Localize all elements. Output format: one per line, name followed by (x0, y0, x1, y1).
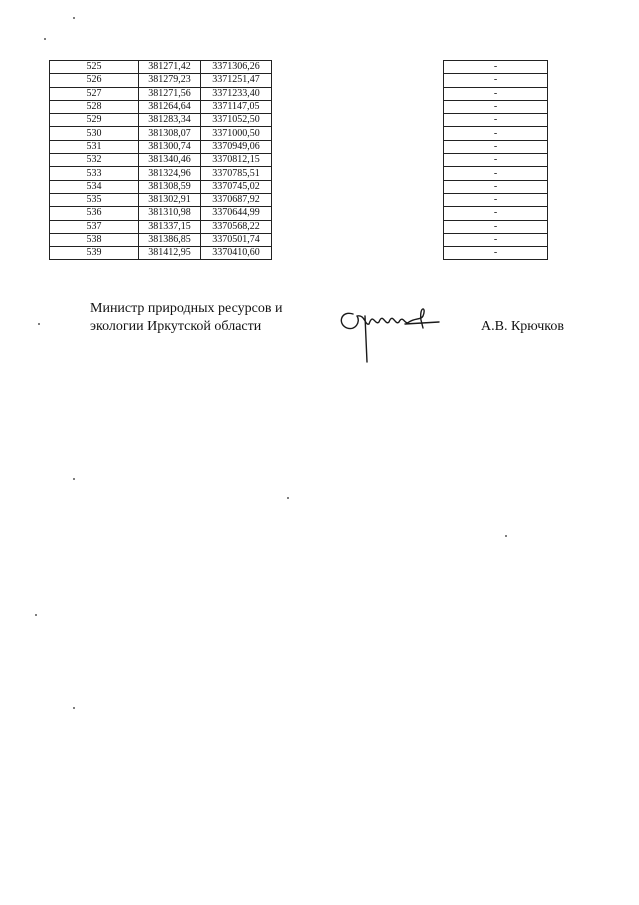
x-coordinate-cell: 381386,85 (139, 233, 201, 246)
table-row (444, 127, 548, 140)
note-cell: - (444, 167, 548, 180)
y-coordinate-cell: 3370745,02 (201, 180, 272, 193)
table-row (50, 220, 272, 233)
scan-speck (505, 535, 507, 537)
table-row (50, 61, 272, 74)
table-row (444, 74, 548, 87)
y-coordinate-cell: 3370501,74 (201, 233, 272, 246)
x-coordinate-cell: 381302,91 (139, 193, 201, 206)
table-row (50, 247, 272, 260)
x-coordinate-cell: 381279,23 (139, 74, 201, 87)
table-row (444, 207, 548, 220)
y-coordinate-cell: 3370568,22 (201, 220, 272, 233)
point-number-cell: 530 (50, 127, 139, 140)
y-coordinate-cell: 3371147,05 (201, 100, 272, 113)
table-row (444, 233, 548, 246)
signatory-title (90, 300, 282, 336)
note-cell: - (444, 207, 548, 220)
y-coordinate-cell: 3371233,40 (201, 87, 272, 100)
table-row (50, 167, 272, 180)
note-cell: - (444, 87, 548, 100)
point-number-cell: 537 (50, 220, 139, 233)
table-row (50, 114, 272, 127)
point-number-cell: 525 (50, 61, 139, 74)
point-number-cell: 531 (50, 140, 139, 153)
y-coordinate-cell: 3371000,50 (201, 127, 272, 140)
x-coordinate-cell: 381283,34 (139, 114, 201, 127)
note-cell: - (444, 180, 548, 193)
y-coordinate-cell: 3371306,26 (201, 61, 272, 74)
table-row (50, 180, 272, 193)
point-number-cell: 538 (50, 233, 139, 246)
note-cell: - (444, 154, 548, 167)
note-cell: - (444, 114, 548, 127)
table-row (444, 247, 548, 260)
table-row (444, 167, 548, 180)
notes-column-table (443, 60, 548, 260)
table-row (50, 140, 272, 153)
notes-column-body (444, 61, 548, 260)
point-number-cell: 539 (50, 247, 139, 260)
table-row (50, 87, 272, 100)
note-cell: - (444, 193, 548, 206)
point-number-cell: 536 (50, 207, 139, 220)
scan-speck (73, 707, 75, 709)
note-cell: - (444, 74, 548, 87)
y-coordinate-cell: 3370687,92 (201, 193, 272, 206)
table-row (50, 207, 272, 220)
x-coordinate-cell: 381340,46 (139, 154, 201, 167)
note-cell: - (444, 220, 548, 233)
handwritten-signature (335, 298, 445, 364)
point-number-cell: 526 (50, 74, 139, 87)
table-row (50, 233, 272, 246)
point-number-cell: 528 (50, 100, 139, 113)
scan-speck (73, 17, 75, 19)
x-coordinate-cell: 381271,56 (139, 87, 201, 100)
coordinates-table (49, 60, 272, 260)
x-coordinate-cell: 381308,07 (139, 127, 201, 140)
table-row (50, 193, 272, 206)
x-coordinate-cell: 381337,15 (139, 220, 201, 233)
note-cell: - (444, 247, 548, 260)
scan-speck (38, 323, 40, 325)
y-coordinate-cell: 3370812,15 (201, 154, 272, 167)
table-row (444, 220, 548, 233)
scan-speck (35, 614, 37, 616)
table-row (444, 140, 548, 153)
point-number-cell: 527 (50, 87, 139, 100)
point-number-cell: 532 (50, 154, 139, 167)
x-coordinate-cell: 381308,59 (139, 180, 201, 193)
x-coordinate-cell: 381300,74 (139, 140, 201, 153)
x-coordinate-cell: 381324,96 (139, 167, 201, 180)
y-coordinate-cell: 3370410,60 (201, 247, 272, 260)
table-row (444, 87, 548, 100)
scan-speck (73, 478, 75, 480)
point-number-cell: 533 (50, 167, 139, 180)
coordinates-table-body (50, 61, 272, 260)
x-coordinate-cell: 381310,98 (139, 207, 201, 220)
y-coordinate-cell: 3371251,47 (201, 74, 272, 87)
table-row (444, 154, 548, 167)
x-coordinate-cell: 381271,42 (139, 61, 201, 74)
note-cell: - (444, 127, 548, 140)
table-row (50, 127, 272, 140)
table-row (444, 180, 548, 193)
y-coordinate-cell: 3370949,06 (201, 140, 272, 153)
table-row (50, 154, 272, 167)
table-row (444, 114, 548, 127)
y-coordinate-cell: 3370785,51 (201, 167, 272, 180)
x-coordinate-cell: 381264,64 (139, 100, 201, 113)
note-cell: - (444, 140, 548, 153)
table-row (444, 193, 548, 206)
signatory-title-line1: Министр природных ресурсов и (90, 301, 283, 316)
signatory-name: А.В. Крючков (481, 319, 564, 334)
note-cell: - (444, 61, 548, 74)
point-number-cell: 529 (50, 114, 139, 127)
note-cell: - (444, 100, 548, 113)
table-row (50, 74, 272, 87)
note-cell: - (444, 233, 548, 246)
y-coordinate-cell: 3370644,99 (201, 207, 272, 220)
table-row (444, 61, 548, 74)
y-coordinate-cell: 3371052,50 (201, 114, 272, 127)
table-row (50, 100, 272, 113)
point-number-cell: 535 (50, 193, 139, 206)
scan-speck (287, 497, 289, 499)
point-number-cell: 534 (50, 180, 139, 193)
signatory-title-line2: экологии Иркутской области (90, 319, 262, 334)
x-coordinate-cell: 381412,95 (139, 247, 201, 260)
table-row (444, 100, 548, 113)
scan-speck (44, 38, 46, 40)
